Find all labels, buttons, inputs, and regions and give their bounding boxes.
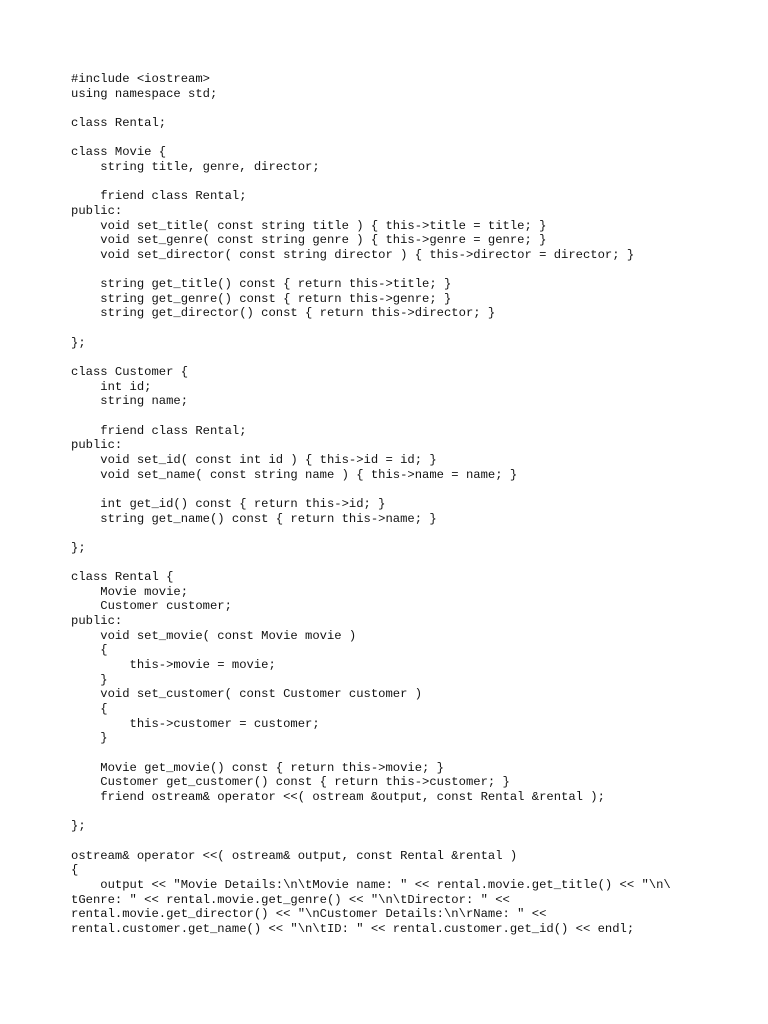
code-line: void set_id( const int id ) { this->id = id; } [71, 452, 437, 467]
code-line [71, 175, 731, 190]
code-line: rental.movie.get_director() << "\nCustomer Details:\n\rName: " << [71, 907, 547, 922]
code-line [71, 746, 731, 761]
code-line: void set_movie( const Movie movie ) [71, 628, 357, 643]
code-line: public: [71, 438, 123, 453]
code-line: Customer get_customer() const { return this->customer; } [71, 775, 510, 790]
code-line: void set_name( const string name ) { this->name = name; } [71, 467, 518, 482]
code-listing [71, 72, 731, 937]
code-line: Movie get_movie() const { return this->movie; } [71, 760, 444, 775]
code-line: void set_director( const string director ) { this->director = director; } [71, 247, 635, 262]
code-line: class Rental; [71, 115, 167, 130]
code-line: void set_title( const string title ) { this->title = title; } [71, 218, 547, 233]
code-line: { [71, 702, 108, 717]
code-line: output << "Movie Details:\n\tMovie name: " << rental.movie.get_title() << "\n\ [71, 877, 671, 892]
code-line [71, 131, 731, 146]
code-line: public: [71, 203, 123, 218]
code-line [71, 482, 731, 497]
code-line: string name; [71, 394, 189, 409]
code-line: string get_title() const { return this->title; } [71, 277, 452, 292]
code-line: { [71, 643, 108, 658]
code-line [71, 101, 731, 116]
code-line: string get_director() const { return this->director; } [71, 306, 496, 321]
code-line: class Movie { [71, 145, 167, 160]
code-line: this->customer = customer; [71, 716, 320, 731]
code-line: class Customer { [71, 365, 189, 380]
code-line: string title, genre, director; [71, 159, 320, 174]
code-line [71, 805, 731, 820]
code-line [71, 262, 731, 277]
code-line: string get_name() const { return this->name; } [71, 511, 437, 526]
code-line: } [71, 672, 108, 687]
code-line: }; [71, 819, 86, 834]
code-line [71, 834, 731, 849]
code-line: friend class Rental; [71, 423, 247, 438]
code-line [71, 321, 731, 336]
code-line: class Rental { [71, 570, 174, 585]
code-line [71, 350, 731, 365]
code-line: }; [71, 335, 86, 350]
code-line: void set_genre( const string genre ) { this->genre = genre; } [71, 233, 547, 248]
code-line [71, 556, 731, 571]
code-line: void set_customer( const Customer customer ) [71, 687, 423, 702]
code-line: this->movie = movie; [71, 658, 276, 673]
code-line: Movie movie; [71, 584, 189, 599]
code-line: ostream& operator <<( ostream& output, const Rental &rental ) [71, 848, 518, 863]
code-line [71, 526, 731, 541]
code-line: friend ostream& operator <<( ostream &output, const Rental &rental ); [71, 789, 605, 804]
code-line: string get_genre() const { return this->genre; } [71, 291, 452, 306]
code-line: tGenre: " << rental.movie.get_genre() << "\n\tDirector: " << [71, 892, 510, 907]
code-line: #include <iostream> [71, 72, 210, 86]
code-line: { [71, 863, 79, 878]
code-line: public: [71, 614, 123, 629]
code-line: int get_id() const { return this->id; } [71, 496, 386, 511]
code-line: using namespace std; [71, 86, 218, 101]
code-line: } [71, 731, 108, 746]
code-line: int id; [71, 379, 152, 394]
code-line: friend class Rental; [71, 189, 247, 204]
code-line: Customer customer; [71, 599, 232, 614]
code-line: rental.customer.get_name() << "\n\tID: " << rental.customer.get_id() << endl; [71, 921, 635, 936]
code-line [71, 409, 731, 424]
code-line: }; [71, 540, 86, 555]
